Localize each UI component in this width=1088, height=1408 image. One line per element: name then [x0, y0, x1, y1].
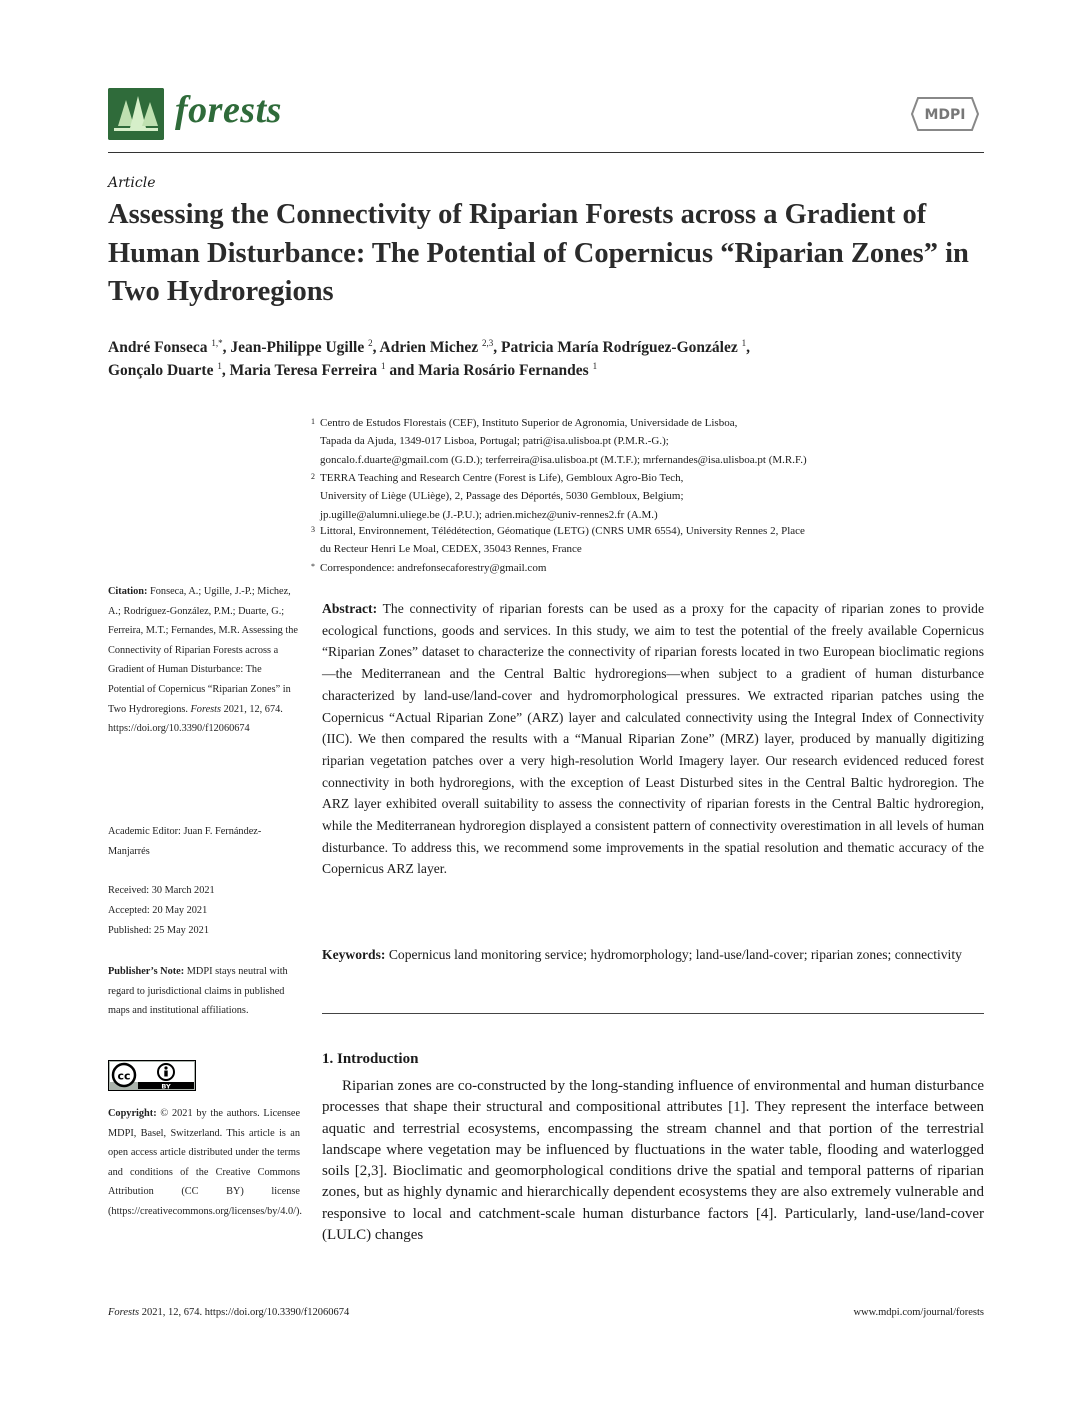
author-list-line-1: André Fonseca $^{1,*}$, Jean-Philippe Ugille $^2$, Adrien Michez $^{2,3}$, Patricia María Rodríguez-González $^1$, [108, 337, 750, 356]
svg-text:MDPI: MDPI [924, 107, 966, 123]
affiliation-2: 2 TERRA Teaching and Research Centre (Forest is Life), Gembloux Agro-Bio Tech, University of Liège (ULiège), 2, Passage des Déportés, 5030 Gembloux, Belgium; jp.ugille@alumni.uliege.be (J.-P.U.); adrien.michez@univ-rennes2.fr (A.M.) [311, 472, 684, 521]
affiliation-1: 1 Centro de Estudos Florestais (CEF), Instituto Superior de Agronomia, Universidade de Lisboa, Tapada da Ajuda, 1349-017 Lisboa, Portugal; patri@isa.ulisboa.pt (P.M.R.-G.); goncalo.f.duarte@gmail.com (G.D.); terferreira@isa.ulisboa.pt (M.T.F.); mrfernandes@isa.ulisboa.pt (M.R.F.) [311, 417, 807, 466]
section-divider [322, 1013, 984, 1014]
mdpi-logo[interactable] [910, 94, 980, 134]
author-name[interactable]: Gonçalo Duarte [108, 362, 214, 379]
svg-text:BY: BY [161, 1082, 171, 1091]
keywords-text: Copernicus land monitoring service; hydromorphology; land-use/land-cover; riparian zones; connectivity [388, 947, 962, 962]
author-name[interactable]: Adrien Michez [379, 339, 479, 356]
academic-editor: Academic Editor: Juan F. Fernández-Manjarrés [108, 826, 262, 857]
abstract-text: The connectivity of riparian forests can be used as a proxy for the capacity of riparian zones to provide ecological functions, goods and services. In this study, we aim to test the potential of the freely available Copernicus “Riparian Zones” dataset to characterize the connectivity of riparian forests located in two European bioclimatic regions—the Mediterranean and the Central Baltic hydroregions—when subject to a gradient of human disturbance characterized by land-use/land-cover and hydromorphological pressures. We extracted riparian patches using the Copernicus “Actual Riparian Zone” (ARZ) layer and calculated connectivity using the Integral Index of Connectivity (IIC). We then compared the results with a “Manual Riparian Zone” (MRZ) layer, produced by manually digitizing riparian vegetation patches over a very high-resolution World Imagery layer. Our research evidenced reduced forest connectivity in both hydroregions, with the exception of Least Disturbed sites in the Central Baltic hydroregion. The ARZ layer exhibited overall suitability to assess the connectivity of riparian forests in the Central Baltic hydroregion, while the Mediterranean hydroregion displayed a consistent pattern of connectivity overestimation in all levels of human disturbance. To address this, we recommend some improvements in the spatial resolution and thematic accuracy of the Copernicus ARZ layer. [322, 601, 984, 877]
header-divider [108, 152, 984, 153]
correspondence: * Correspondence: andrefonsecaforestry@gmail.com [311, 562, 547, 574]
author-name[interactable]: André Fonseca [108, 339, 208, 356]
accepted-date: Accepted: 20 May 2021 [108, 905, 208, 916]
section-heading-introduction: 1. Introduction [322, 1051, 419, 1067]
author-name[interactable]: Maria Rosário Fernandes [418, 362, 589, 379]
footer-journal-url[interactable]: www.mdpi.com/journal/forests [853, 1307, 984, 1318]
article-title: Assessing the Connectivity of Riparian Forests across a Gradient of Human Disturbance: The Potential of Copernicus “Riparian Zones” in Two Hydroregions [108, 199, 969, 307]
footer-doi-link[interactable]: 2021, 12, 674. https://doi.org/10.3390/f12060674 [141, 1307, 350, 1318]
received-date: Received: 30 March 2021 [108, 885, 215, 896]
article-type: Article [108, 175, 156, 191]
cc-by-license-icon[interactable] [108, 1060, 196, 1091]
journal-logo-icon [108, 88, 164, 140]
author-name[interactable]: Patricia María Rodríguez-González [500, 339, 738, 356]
author-name[interactable]: Maria Teresa Ferreira [229, 362, 378, 379]
keywords-label: Keywords: [322, 947, 386, 962]
author-name[interactable]: Jean-Philippe Ugille [230, 339, 365, 356]
journal-name[interactable]: forests [175, 89, 282, 131]
affiliation-3: 3 Littoral, Environnement, Télédétection, Géomatique (LETG) (CNRS UMR 6554), University Rennes 2, Place du Recteur Henri Le Moal, CEDEX, 35043 Rennes, France [311, 525, 805, 556]
introduction-paragraph: Riparian zones are co-constructed by the long-standing influence of environmental and human disturbance processes that shape their structural and compositional attributes [1]. They represent the interface between aquatic and terrestrial ecosystems, encompassing the stream channel and that portion of the terrestrial landscape where vegetation may be influenced by fluctuations in the water table, flooding and waterlogged soils [2,3]. Bioclimatic and geomorphological conditions drive the spatial and temporal patterns of riparian zones, but as highly dynamic and hierarchically dependent ecosystems they are also extremely vulnerable and responsive to local and catchment-scale human disturbance factors [4]. Particularly, land-use/land-cover (LULC) changes [322, 1078, 984, 1244]
footer-citation: Forests 2021, 12, 674. https://doi.org/10.3390/f12060674 [108, 1307, 350, 1318]
abstract [322, 598, 984, 880]
copyright-notice: Copyright: © 2021 by the authors. Licensee MDPI, Basel, Switzerland. This article is an open access article distributed under the terms and conditions of the Creative Commons Attribution (CC BY) license (https://creativecommons.org/licenses/by/4.0/). [108, 1108, 302, 1217]
abstract-label: Abstract: [322, 601, 378, 616]
svg-text:cc: cc [117, 1069, 131, 1083]
publisher-note: Publisher’s Note: MDPI stays neutral with regard to jurisdictional claims in published maps and institutional affiliations. [108, 966, 288, 1017]
author-list-line-2: Gonçalo Duarte $^1$, Maria Teresa Ferreira $^1$ and Maria Rosário Fernandes $^1$ [108, 360, 598, 379]
published-date: Published: 25 May 2021 [108, 925, 209, 936]
doi-link[interactable]: 2021, 12, 674. https://doi.org/10.3390/f12060674 [108, 703, 283, 735]
keywords [322, 944, 984, 966]
citation-block: Citation: Fonseca, A.; Ugille, J.-P.; Michez, A.; Rodríguez-González, P.M.; Duarte, G.; Ferreira, M.T.; Fernandes, M.R. Assessing the Connectivity of Riparian Forests across a Gradient of Human Disturbance: The Potential of Copernicus “Riparian Zones” in Two Hydroregions. Forests 2021, 12, 674. https://doi.org/10.3390/f12060674 [108, 586, 298, 735]
